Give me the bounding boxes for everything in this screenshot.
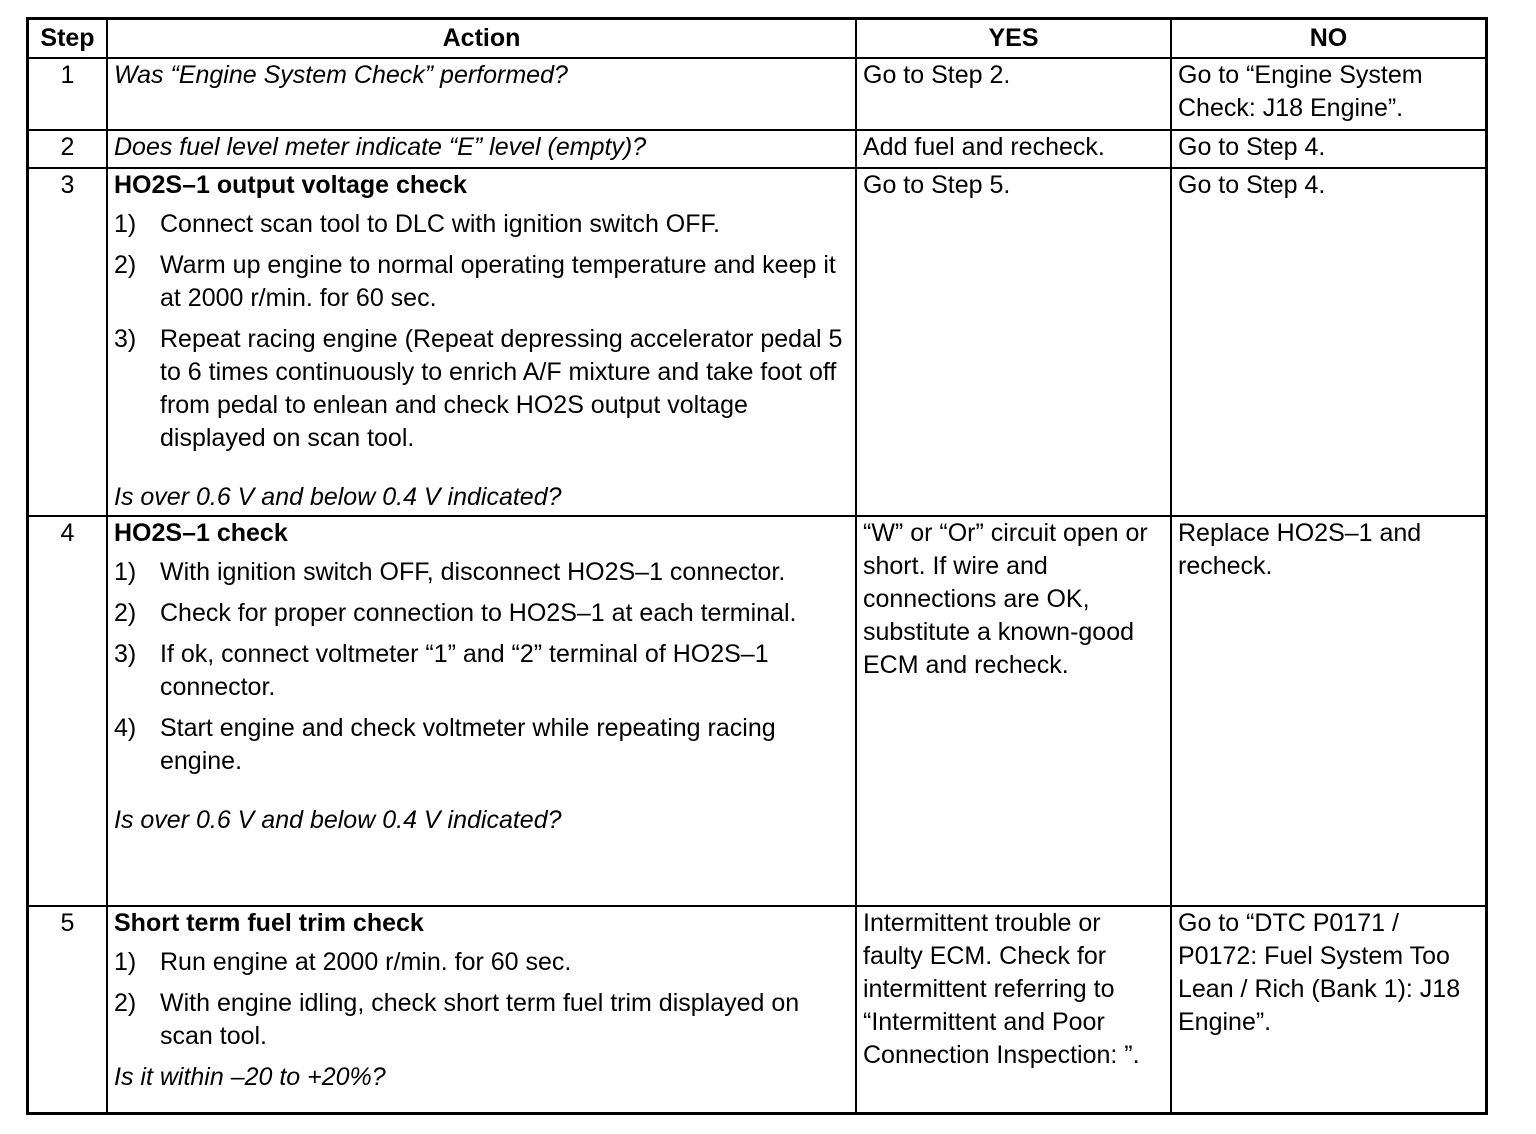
item-text: Start engine and check voltmeter while repeating racing engine. bbox=[160, 714, 776, 775]
action-cell bbox=[107, 130, 856, 168]
item-number: 1) bbox=[114, 558, 137, 586]
action-title: HO2S–1 output voltage check bbox=[114, 171, 467, 199]
action-title: Short term fuel trim check bbox=[114, 909, 424, 937]
item-number: 2) bbox=[114, 599, 137, 627]
table-row bbox=[29, 906, 1485, 1112]
list-item bbox=[114, 597, 849, 630]
item-text: Connect scan tool to DLC with ignition switch OFF. bbox=[160, 210, 720, 238]
action-question: Is it within –20 to +20%? bbox=[114, 1063, 386, 1091]
step-number: 2 bbox=[29, 130, 107, 168]
action-cell bbox=[107, 516, 856, 906]
item-number: 1) bbox=[114, 210, 137, 238]
yes-cell: Go to Step 5. bbox=[856, 168, 1171, 516]
action-cell bbox=[107, 58, 856, 130]
step-number: 4 bbox=[29, 516, 107, 906]
list-item bbox=[114, 946, 849, 979]
list-item bbox=[114, 638, 849, 704]
table-row bbox=[29, 130, 1485, 168]
no-cell: Go to Step 4. bbox=[1171, 168, 1485, 516]
list-item bbox=[114, 208, 849, 241]
list-item bbox=[114, 712, 849, 778]
no-cell: Go to Step 4. bbox=[1171, 130, 1485, 168]
action-cell bbox=[107, 168, 856, 516]
table-row bbox=[29, 58, 1485, 130]
no-cell: Go to “Engine System Check: J18 Engine”. bbox=[1171, 58, 1485, 130]
item-text: With engine idling, check short term fuel trim displayed on scan tool. bbox=[160, 989, 800, 1050]
header-no: NO bbox=[1171, 20, 1485, 58]
item-number: 2) bbox=[114, 989, 137, 1017]
list-item bbox=[114, 249, 849, 315]
troubleshooting-table-sheet bbox=[26, 17, 1488, 1115]
yes-cell: Add fuel and recheck. bbox=[856, 130, 1171, 168]
action-steps-list bbox=[114, 556, 849, 778]
list-item bbox=[114, 987, 849, 1053]
item-text: Run engine at 2000 r/min. for 60 sec. bbox=[160, 948, 572, 976]
action-steps-list bbox=[114, 208, 849, 455]
action-steps-list bbox=[114, 946, 849, 1053]
action-question: Is over 0.6 V and below 0.4 V indicated? bbox=[114, 483, 562, 511]
header-action: Action bbox=[107, 20, 856, 58]
item-number: 3) bbox=[114, 640, 137, 668]
action-title: HO2S–1 check bbox=[114, 519, 288, 547]
no-cell: Replace HO2S–1 and recheck. bbox=[1171, 516, 1485, 906]
header-row bbox=[29, 20, 1485, 58]
yes-cell: Go to Step 2. bbox=[856, 58, 1171, 130]
action-question: Was “Engine System Check” performed? bbox=[114, 61, 568, 89]
no-cell: Go to “DTC P0171 / P0172: Fuel System Too Lean / Rich (Bank 1): J18 Engine”. bbox=[1171, 906, 1485, 1112]
spacer bbox=[114, 463, 849, 481]
action-question: Is over 0.6 V and below 0.4 V indicated? bbox=[114, 806, 562, 834]
spacer bbox=[114, 786, 849, 804]
step-number: 5 bbox=[29, 906, 107, 1112]
table-row bbox=[29, 516, 1485, 906]
item-number: 1) bbox=[114, 948, 137, 976]
header-step: Step bbox=[29, 20, 107, 58]
item-text: If ok, connect voltmeter “1” and “2” terminal of HO2S–1 connector. bbox=[160, 640, 769, 701]
item-text: Repeat racing engine (Repeat depressing accelerator pedal 5 to 6 times continuously to enrich A/F mixture and take foot off from pedal to enlean and check HO2S output voltage displayed on scan tool. bbox=[160, 325, 843, 452]
item-number: 3) bbox=[114, 325, 137, 353]
step-number: 1 bbox=[29, 58, 107, 130]
table-row bbox=[29, 168, 1485, 516]
item-text: Warm up engine to normal operating temperature and keep it at 2000 r/min. for 60 sec. bbox=[160, 251, 836, 312]
item-number: 4) bbox=[114, 714, 137, 742]
list-item bbox=[114, 556, 849, 589]
item-text: With ignition switch OFF, disconnect HO2S–1 connector. bbox=[160, 558, 786, 586]
action-question: Does fuel level meter indicate “E” level (empty)? bbox=[114, 133, 647, 161]
header-yes: YES bbox=[856, 20, 1171, 58]
list-item bbox=[114, 323, 849, 455]
yes-cell: Intermittent trouble or faulty ECM. Check for intermittent referring to “Intermittent and Poor Connection Inspection: ”. bbox=[856, 906, 1171, 1112]
yes-cell: “W” or “Or” circuit open or short. If wire and connections are OK, substitute a known-good ECM and recheck. bbox=[856, 516, 1171, 906]
troubleshooting-table bbox=[29, 20, 1485, 1112]
item-text: Check for proper connection to HO2S–1 at each terminal. bbox=[160, 599, 797, 627]
item-number: 2) bbox=[114, 251, 137, 279]
action-cell bbox=[107, 906, 856, 1112]
step-number: 3 bbox=[29, 168, 107, 516]
